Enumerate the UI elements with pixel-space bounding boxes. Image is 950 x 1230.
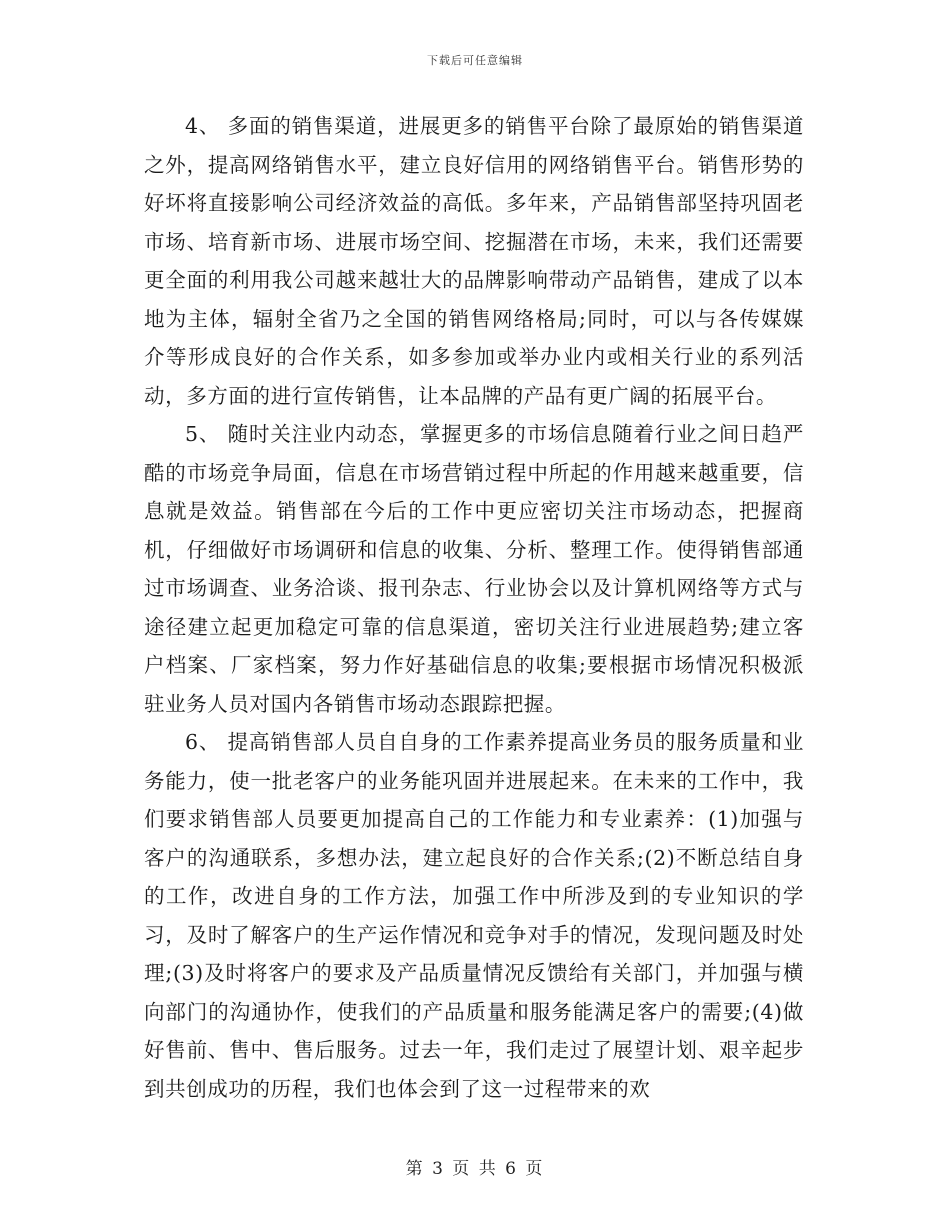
document-body <box>144 107 804 1108</box>
page-number: 第 3 页 共 6 页 <box>405 1159 545 1179</box>
paragraph-sales-channels: 4、 多面的销售渠道，进展更多的销售平台除了最原始的销售渠道之外，提高网络销售水平，建立良好信用的网络销售平台。销售形势的好坏将直接影响公司经济效益的高低。多年来，产品销售部坚持巩固老市场、培育新市场、进展市场空间、挖掘潜在市场，未来，我们还需要更全面的利用我公司越来越壮大的品牌影响带动产品销售，建成了以本地为主体，辐射全省乃之全国的销售网络格局;同时，可以与各传媒媒介等形成良好的合作关系，如多参加或举办业内或相关行业的系列活动，多方面的进行宣传销售，让本品牌的产品有更广阔的拓展平台。 <box>144 114 804 408</box>
paragraph-staff-quality: 6、 提高销售部人员自自身的工作素养提高业务员的服务质量和业务能力，使一批老客户的业务能巩固并进展起来。在未来的工作中，我们要求销售部人员要更加提高自己的工作能力和专业素养：(1)加强与客户的沟通联系，多想办法，建立起良好的合作关系;(2)不断总结自身的工作，改进自身的工作方法，加强工作中所涉及到的专业知识的学习，及时了解客户的生产运作情况和竞争对手的情况，发现问题及时处理;(3)及时将客户的要求及产品质量情况反馈给有关部门，并加强与横向部门的沟通协作，使我们的产品质量和服务能满足客户的需要;(4)做好售前、售中、售后服务。过去一年，我们走过了展望计划、艰辛起步到共创成功的历程，我们也体会到了这一过程带来的欢 <box>144 730 804 1101</box>
page-header: 下载后可任意编辑 <box>427 54 523 67</box>
paragraph-market-info: 5、 随时关注业内动态，掌握更多的市场信息随着行业之间日趋严酷的市场竞争局面，信息在市场营销过程中所起的作用越来越重要，信息就是效益。销售部在今后的工作中更应密切关注市场动态，把握商机，仔细做好市场调研和信息的收集、分析、整理工作。使得销售部通过市场调查、业务洽谈、报刊杂志、行业协会以及计算机网络等方式与途径建立起更加稳定可靠的信息渠道，密切关注行业进展趋势;建立客户档案、厂家档案，努力作好基础信息的收集;要根据市场情况积极派驻业务人员对国内各销售市场动态跟踪把握。 <box>144 422 804 716</box>
